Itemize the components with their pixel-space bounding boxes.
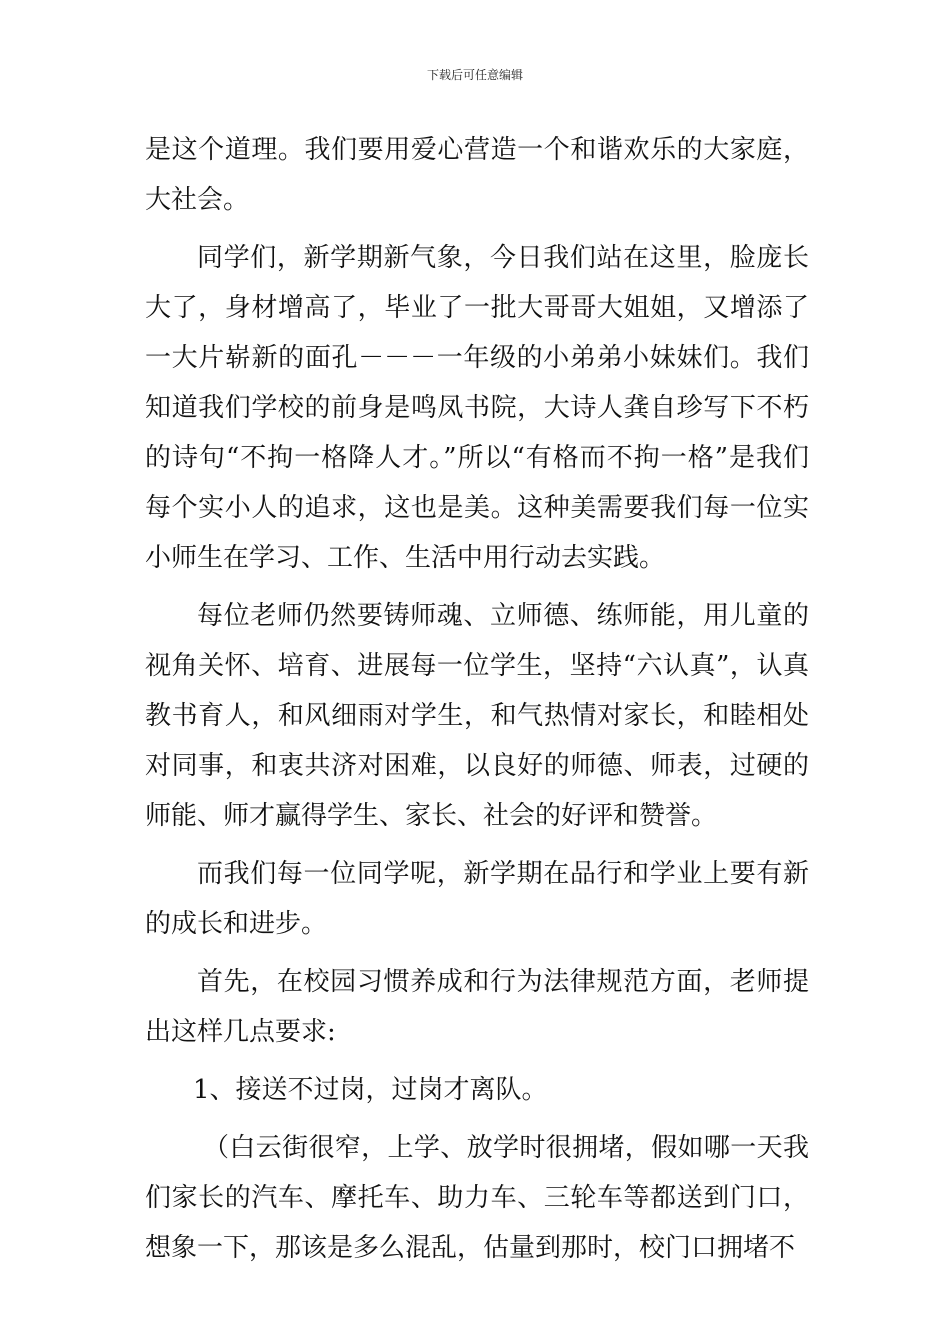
list-item: 1、接送不过岗，过岗才离队。 [193,1075,548,1105]
paragraph: 首先，在校园习惯养成和行为法律规范方面，老师提出这样几点要求: [145,967,809,1047]
paragraph: （白云街很窄，上学、放学时很拥堵，假如哪一天我们家长的汽车、摩托车、助力车、三轮车等都送到门口，想象一下，那该是多么混乱，估量到那时，校门口拥堵不 [145,1133,809,1263]
paragraph: 是这个道理。我们要用爱心营造一个和谐欢乐的大家庭，大社会。 [145,135,809,215]
paragraph: 每位老师仍然要铸师魂、立师德、练师能，用儿童的视角关怀、培育、进展每一位学生，坚持“六认真”，认真教书育人，和风细雨对学生，和气热情对家长，和睦相处对同事，和衷共济对困难，以良好的师德、师表，过硬的师能、师才赢得学生、家长、社会的好评和赞誉。 [145,601,809,831]
page-header: 下载后可任意编辑 [426,68,523,82]
paragraph: 同学们，新学期新气象，今日我们站在这里，脸庞长大了，身材增高了，毕业了一批大哥哥大姐姐，又增添了一大片崭新的面孔－－－一年级的小弟弟小妹妹们。我们知道我们学校的前身是鸣凤书院，大诗人龚自珍写下不朽的诗句“不拘一格降人才。”所以“有格而不拘一格”是我们每个实小人的追求，这也是美。这种美需要我们每一位实小师生在学习、工作、生活中用行动去实践。 [145,243,809,573]
paragraph: 而我们每一位同学呢，新学期在品行和学业上要有新的成长和进步。 [145,859,809,939]
document-body [145,125,809,1281]
